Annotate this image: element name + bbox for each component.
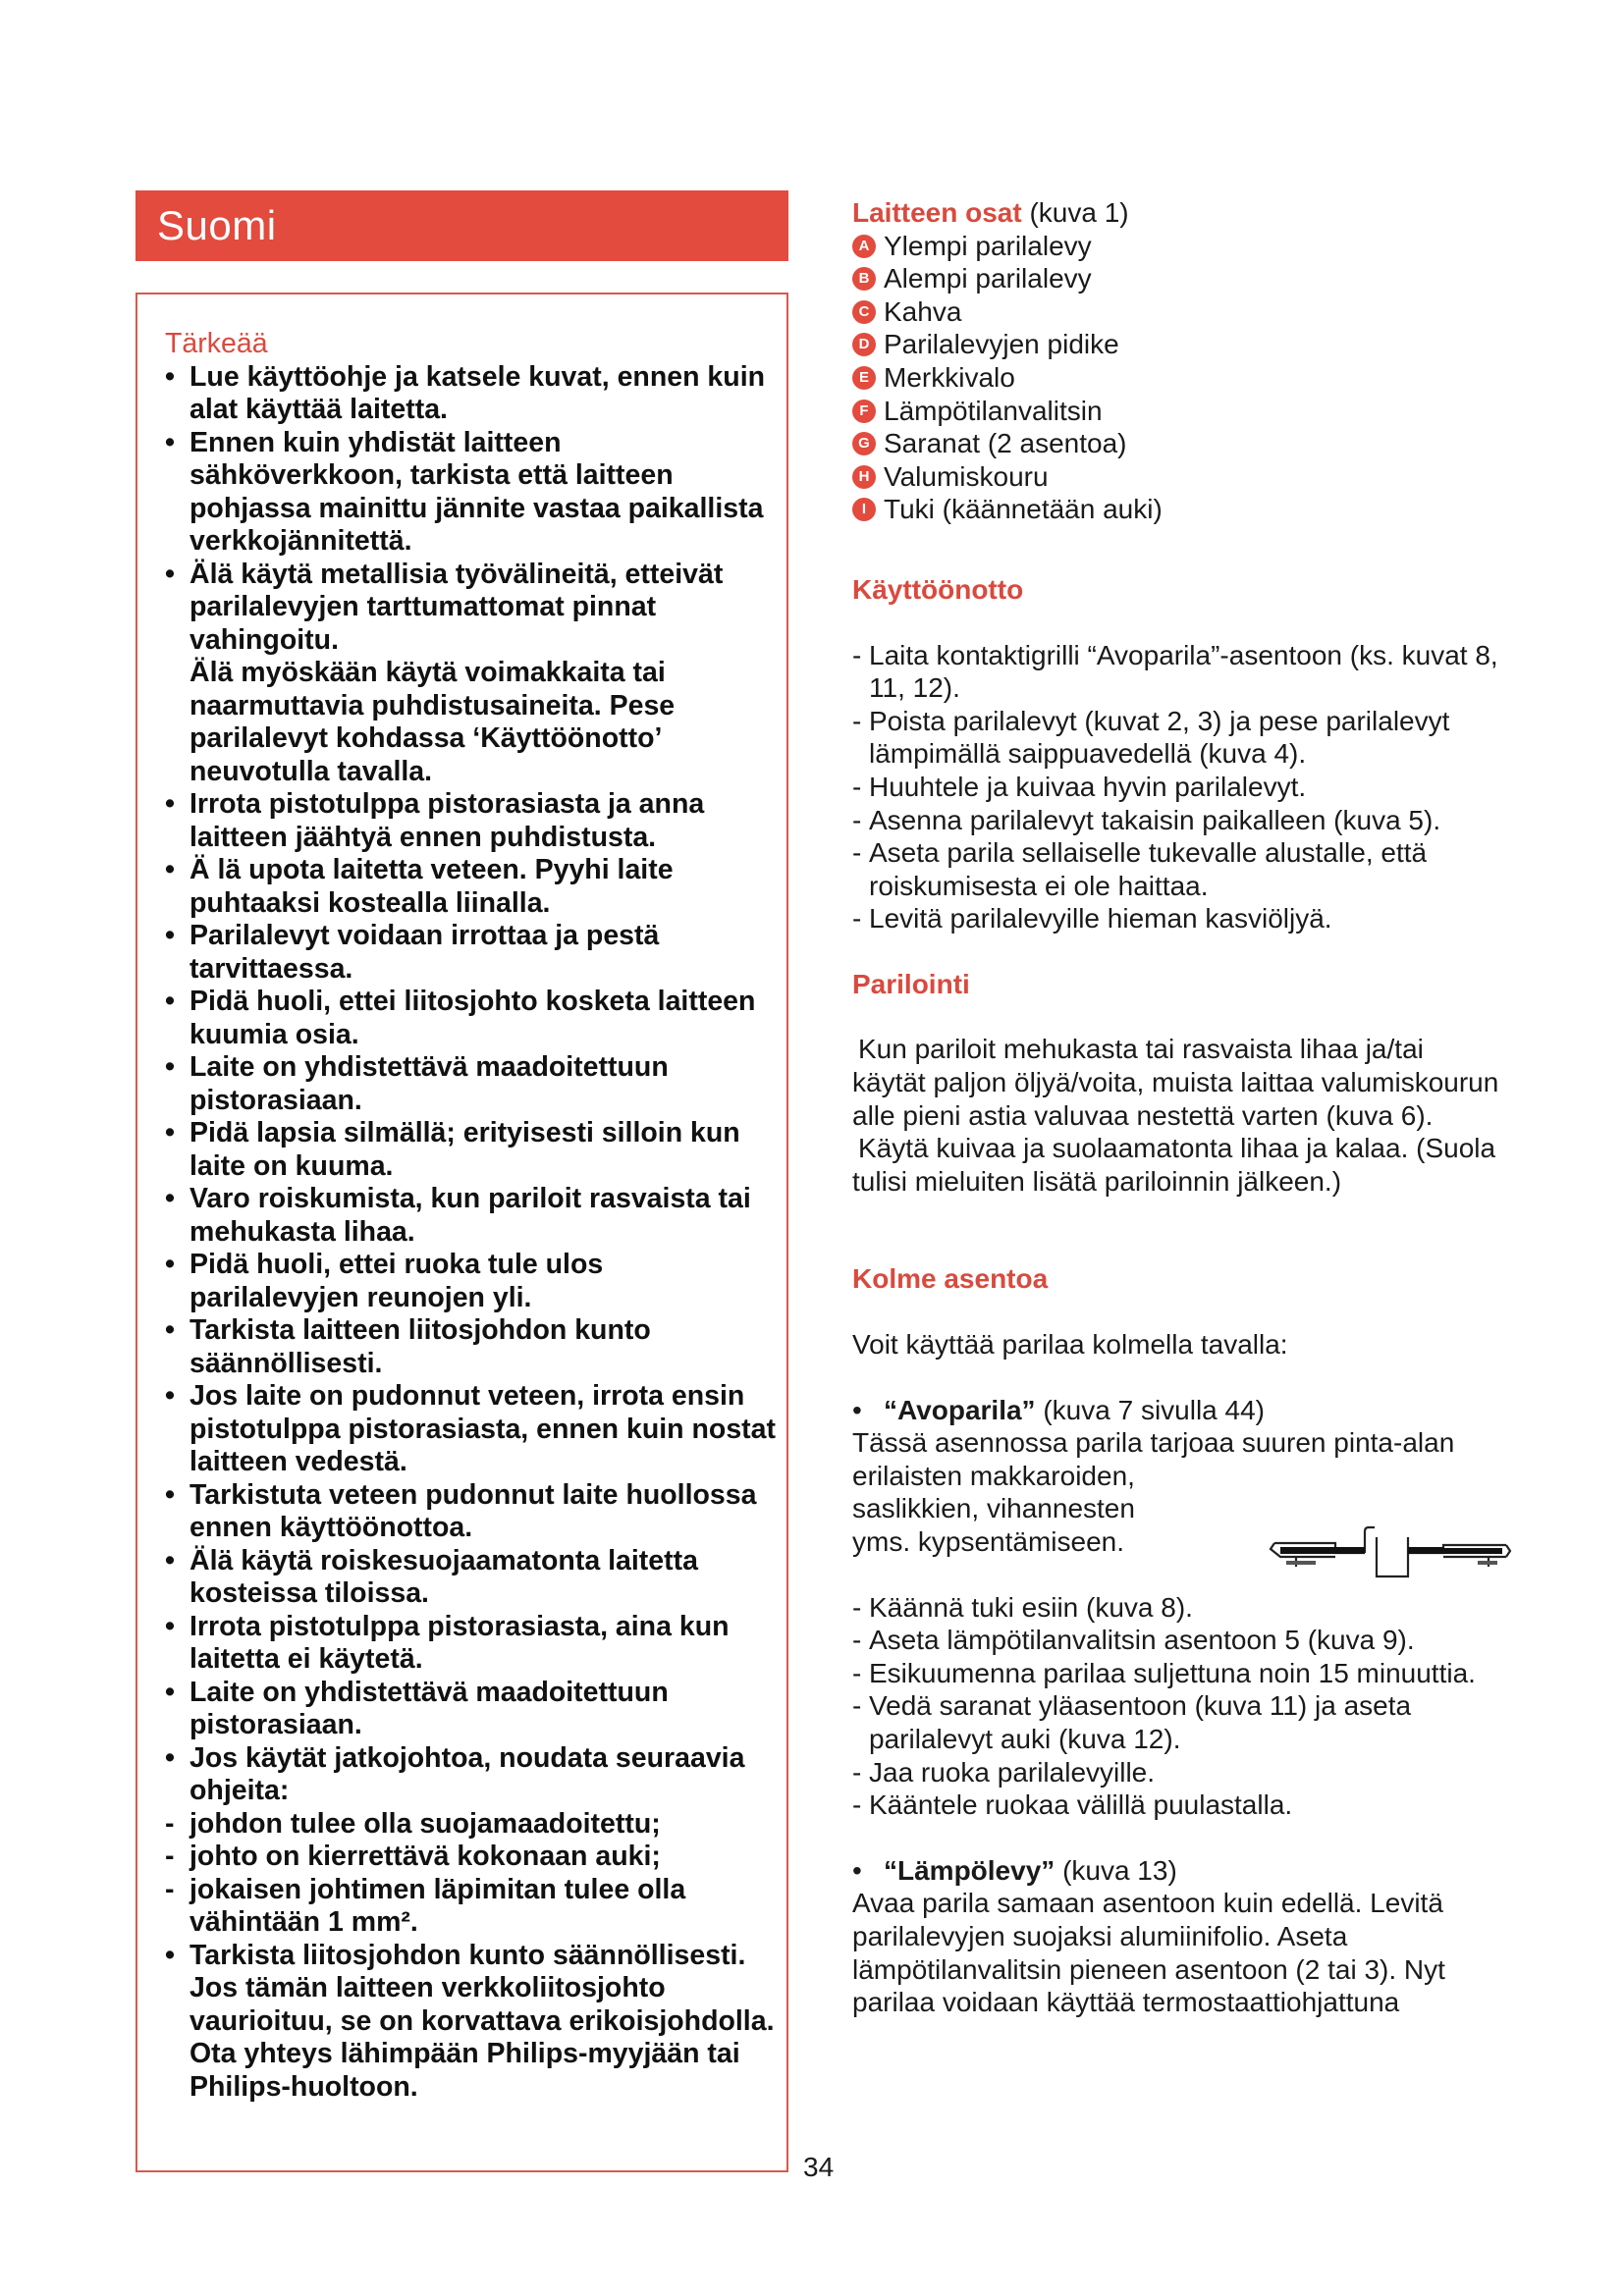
- warning-item: [165, 1611, 779, 1677]
- warning-marker: •: [165, 360, 175, 393]
- part-label: Alempi parilalevy: [884, 263, 1092, 294]
- part-letter-badge: E: [852, 366, 876, 390]
- warning-marker: •: [165, 788, 175, 820]
- right-column: [852, 196, 1500, 2019]
- setup-step-text: Levitä parilalevyille hieman kasviöljyä.: [869, 903, 1332, 934]
- part-item: [852, 395, 1500, 428]
- warning-item: [165, 1545, 779, 1611]
- parts-list: [852, 230, 1500, 526]
- warning-text: Tarkista laitteen liitosjohdon kunto säännöllisesti.: [189, 1314, 651, 1379]
- warning-item: [165, 1051, 779, 1117]
- setup-step-text: Aseta parila sellaiselle tukevalle alustalle, että roiskumisesta ei ole haittaa.: [869, 837, 1428, 901]
- part-label: Tuki (käännetään auki): [884, 494, 1163, 525]
- part-letter-badge: F: [852, 400, 876, 423]
- open-grill-line1: Tässä asennossa parila tarjoaa suuren pinta-alan: [852, 1427, 1455, 1459]
- section-header: [135, 190, 788, 261]
- warning-item: [165, 1677, 779, 1742]
- warning-item: [165, 1380, 779, 1479]
- open-grill-step-text: Esikuumenna parilaa suljettuna noin 15 minuuttia.: [869, 1657, 1476, 1688]
- part-item: [852, 361, 1500, 395]
- open-grill-step: - Vedä saranat yläasentoon (kuva 11) ja aseta parilalevyt auki (kuva 12).: [852, 1690, 1412, 1754]
- positions-title: Kolme asentoa: [852, 1263, 1049, 1295]
- warnings-content: [165, 328, 779, 2104]
- warning-text: Irrota pistotulppa pistorasiasta ja anna laitteen jäähtyä ennen puhdistusta.: [189, 788, 705, 853]
- setup-title: Käyttöönotto: [852, 573, 1024, 605]
- warning-item: [165, 427, 779, 559]
- warning-marker: •: [165, 1051, 175, 1083]
- setup-step: - Levitä parilalevyille hieman kasviöljyä.: [852, 903, 1332, 934]
- warning-item: [165, 854, 779, 920]
- open-grill-illustration: [1267, 1523, 1512, 1586]
- parts-title: Laitteen osat: [852, 197, 1022, 228]
- setup-step: - Aseta parila sellaiselle tukevalle alustalle, että roiskumisesta ei ole haittaa.: [852, 837, 1428, 901]
- warning-marker: -: [165, 1807, 175, 1840]
- warning-marker: •: [165, 426, 175, 458]
- open-grill-name: “Avoparila”: [884, 1394, 1036, 1425]
- warning-item: [165, 1479, 779, 1545]
- warning-item: [165, 1742, 779, 1808]
- warning-text: Älä käytä metallisia työvälineitä, etteivät parilalevyjen tarttumattomat pinnat vahingoitu.: [189, 558, 724, 656]
- warning-item: [165, 1183, 779, 1249]
- part-label: Saranat (2 asentoa): [884, 428, 1127, 459]
- page-number: 34: [803, 2152, 835, 2182]
- warning-text: jokaisen johtimen läpimitan tulee olla vähintään 1 mm².: [189, 1873, 686, 1938]
- part-label: Lämpötilanvalitsin: [884, 395, 1103, 426]
- part-label: Ylempi parilalevy: [884, 230, 1092, 261]
- plate-name: “Lämpölevy”: [884, 1854, 1056, 1886]
- warning-text: Jos käytät jatkojohtoa, noudata seuraavia ohjeita:: [189, 1741, 745, 1806]
- warnings-title: Tärkeää: [165, 328, 268, 359]
- part-item: [852, 230, 1500, 263]
- warning-text: Laite on yhdistettävä maadoitettuun pistorasiaan.: [189, 1051, 669, 1116]
- part-letter-badge: B: [852, 267, 876, 291]
- warning-marker: •: [165, 1117, 175, 1148]
- open-grill-step-text: Vedä saranat yläasentoon (kuva 11) ja aseta parilalevyt auki (kuva 12).: [869, 1690, 1412, 1754]
- part-letter-badge: A: [852, 235, 876, 258]
- warning-item: [165, 1808, 779, 1842]
- warning-text: Ä lä upota laitetta veteen. Pyyhi laite puhtaaksi kostealla liinalla.: [189, 854, 674, 919]
- setup-step: - Poista parilalevyt (kuvat 2, 3) ja pese parilalevyt lämpimällä saippuavedellä (kuva 4).: [852, 705, 1450, 770]
- open-grill-step: - Kääntele ruokaa välillä puulastalla.: [852, 1789, 1293, 1821]
- setup-step: - Laita kontaktigrilli “Avoparila”-asentoon (ks. kuvat 8, 11, 12).: [852, 639, 1498, 704]
- warning-text: Älä myöskään käytä voimakkaita tai naarmuttavia puhdistusaineita. Pese parilalevyt kohdassa ‘Käyttöönotto’ neuvotulla tavalla.: [189, 657, 676, 787]
- open-grill-step-text: Aseta lämpötilanvalitsin asentoon 5 (kuva 9).: [869, 1625, 1415, 1656]
- warning-marker: •: [165, 1544, 175, 1576]
- setup-list: [852, 639, 1500, 935]
- warning-marker: •: [165, 558, 175, 590]
- part-letter-badge: D: [852, 333, 876, 356]
- page-title: Suomi: [157, 202, 277, 248]
- part-label: Merkkivalo: [884, 361, 1015, 393]
- plate-heading: • “Lämpölevy” (kuva 13): [852, 1854, 1177, 1886]
- warning-text: johto on kierrettävä kokonaan auki;: [189, 1841, 661, 1872]
- open-grill-step: - Jaa ruoka parilalevyille.: [852, 1756, 1156, 1788]
- open-grill-ref: (kuva 7 sivulla 44): [1043, 1394, 1265, 1425]
- open-grill-steps: [852, 1591, 1500, 1822]
- open-grill-heading: • “Avoparila” (kuva 7 sivulla 44): [852, 1394, 1265, 1425]
- open-grill-step-text: Käännä tuki esiin (kuva 8).: [869, 1591, 1193, 1623]
- warning-marker: -: [165, 1841, 175, 1872]
- warnings-list: [165, 361, 779, 2105]
- setup-step-text: Huuhtele ja kuivaa hyvin parilalevyt.: [869, 771, 1307, 802]
- open-grill-line3: saslikkien, vihannesten: [852, 1493, 1135, 1524]
- open-grill-step-text: Jaa ruoka parilalevyille.: [869, 1756, 1156, 1788]
- warning-marker: -: [165, 1873, 175, 1905]
- warning-text: Lue käyttöohje ja katsele kuvat, ennen kuin alat käyttää laitetta.: [189, 360, 766, 425]
- warning-marker: •: [165, 1741, 175, 1774]
- warning-text: Ennen kuin yhdistät laitteen sähköverkkoon, tarkista että laitteen pohjassa mainittu jännite vastaa paikallista verkkojännitettä.: [189, 426, 764, 557]
- plate-text: Avaa parila samaan asentoon kuin edellä. Levitä parilalevyjen suojaksi alumiinifolio. Aseta lämpötilanvalitsin pieneen asentoon (2 tai 3). Nyt parilaa voidaan käyttää termostaattiohjattuna: [852, 1888, 1445, 2018]
- warning-item: [165, 1117, 779, 1183]
- warning-item: [165, 1249, 779, 1314]
- warning-item: [165, 1940, 779, 2105]
- open-grill-step: - Aseta lämpötilanvalitsin asentoon 5 (kuva 9).: [852, 1625, 1415, 1656]
- warning-marker: •: [165, 1676, 175, 1708]
- grilling-para1: Kun pariloit mehukasta tai rasvaista lihaa ja/tai käytät paljon öljyä/voita, muista laittaa valumiskourun alle pieni astia valuvaa nestettä varten (kuva 6).: [852, 1034, 1499, 1131]
- warning-item: [165, 559, 779, 658]
- warning-marker: •: [165, 1939, 175, 1971]
- warning-text: Älä käytä roiskesuojaamatonta laitetta kosteissa tiloissa.: [189, 1544, 698, 1609]
- warning-text: Jos laite on pudonnut veteen, irrota ensin pistotulppa pistorasiasta, ennen kuin nostat laitteen vedestä.: [189, 1380, 776, 1477]
- part-label: Kahva: [884, 295, 962, 327]
- part-item: [852, 262, 1500, 295]
- warning-item: [165, 788, 779, 854]
- warning-marker: •: [165, 1478, 175, 1511]
- warning-text: Tarkista liitosjohdon kunto säännöllisesti. Jos tämän laitteen verkkoliitosjohto vaurioituu, se on korvattava erikoisjohdolla. Ota yhteys lähimpään Philips-myyjään tai Philips-huoltoon.: [189, 1939, 775, 2103]
- warning-marker: •: [165, 1249, 175, 1280]
- warning-item: [165, 361, 779, 427]
- warning-text: Irrota pistotulppa pistorasiasta, aina kun laitetta ei käytetä.: [189, 1610, 730, 1675]
- open-grill-line4: yms. kypsentämiseen.: [852, 1526, 1124, 1557]
- warning-text: Tarkistuta veteen pudonnut laite huollossa ennen käyttöönottoa.: [189, 1478, 757, 1543]
- warning-item: [165, 920, 779, 986]
- part-letter-badge: C: [852, 300, 876, 324]
- setup-step-text: Laita kontaktigrilli “Avoparila”-asentoon (ks. kuvat 8, 11, 12).: [869, 639, 1498, 704]
- plate-ref: (kuva 13): [1062, 1854, 1177, 1886]
- part-letter-badge: H: [852, 465, 876, 489]
- open-grill-step: - Esikuumenna parilaa suljettuna noin 15 minuuttia.: [852, 1657, 1476, 1688]
- part-item: [852, 460, 1500, 494]
- setup-step-text: Poista parilalevyt (kuvat 2, 3) ja pese parilalevyt lämpimällä saippuavedellä (kuva 4).: [869, 705, 1450, 770]
- warning-item: [165, 1841, 779, 1874]
- part-item: [852, 427, 1500, 460]
- setup-step-text: Asenna parilalevyt takaisin paikalleen (kuva 5).: [869, 804, 1441, 835]
- positions-intro: Voit käyttää parilaa kolmella tavalla:: [852, 1329, 1288, 1361]
- part-item: [852, 493, 1500, 526]
- warning-text: Laite on yhdistettävä maadoitettuun pistorasiaan.: [189, 1676, 669, 1740]
- part-label: Valumiskouru: [884, 460, 1049, 492]
- parts-ref: (kuva 1): [1029, 197, 1129, 228]
- parts-heading: [852, 196, 1500, 230]
- part-label: Parilalevyjen pidike: [884, 329, 1119, 360]
- warning-marker: •: [165, 1314, 175, 1346]
- warning-text: Pidä huoli, ettei ruoka tule ulos parilalevyjen reunojen yli.: [189, 1249, 604, 1313]
- warning-marker: •: [165, 1183, 175, 1214]
- warning-marker: •: [165, 854, 175, 885]
- warning-text: Parilalevyt voidaan irrottaa ja pestä tarvittaessa.: [189, 920, 660, 985]
- part-letter-badge: G: [852, 432, 876, 455]
- grilling-para2: Käytä kuivaa ja suolaamatonta lihaa ja kalaa. (Suola tulisi mieluiten lisätä pariloinnin jälkeen.): [852, 1133, 1496, 1197]
- warning-item: [165, 986, 779, 1051]
- warning-item: [165, 1314, 779, 1380]
- open-grill-line2: erilaisten makkaroiden,: [852, 1460, 1135, 1491]
- warning-text: Pidä huoli, ettei liitosjohto kosketa laitteen kuumia osia.: [189, 986, 756, 1050]
- warning-text: johdon tulee olla suojamaadoitettu;: [189, 1807, 661, 1840]
- open-grill-step: - Käännä tuki esiin (kuva 8).: [852, 1591, 1193, 1623]
- grilling-title: Parilointi: [852, 968, 970, 999]
- warning-text: Varo roiskumista, kun pariloit rasvaista tai mehukasta lihaa.: [189, 1183, 751, 1248]
- part-item: [852, 328, 1500, 361]
- warning-marker: •: [165, 986, 175, 1017]
- part-letter-badge: I: [852, 498, 876, 521]
- part-item: [852, 295, 1500, 329]
- warning-text: Pidä lapsia silmällä; erityisesti silloin kun laite on kuuma.: [189, 1117, 740, 1182]
- warning-item: [165, 1874, 779, 1940]
- warning-marker: •: [165, 1380, 175, 1412]
- setup-step: - Asenna parilalevyt takaisin paikalleen (kuva 5).: [852, 804, 1441, 835]
- setup-step: - Huuhtele ja kuivaa hyvin parilalevyt.: [852, 771, 1307, 802]
- warning-item: [165, 657, 779, 788]
- warning-marker: •: [165, 920, 175, 951]
- open-grill-step-text: Kääntele ruokaa välillä puulastalla.: [869, 1789, 1293, 1821]
- warning-marker: •: [165, 1610, 175, 1642]
